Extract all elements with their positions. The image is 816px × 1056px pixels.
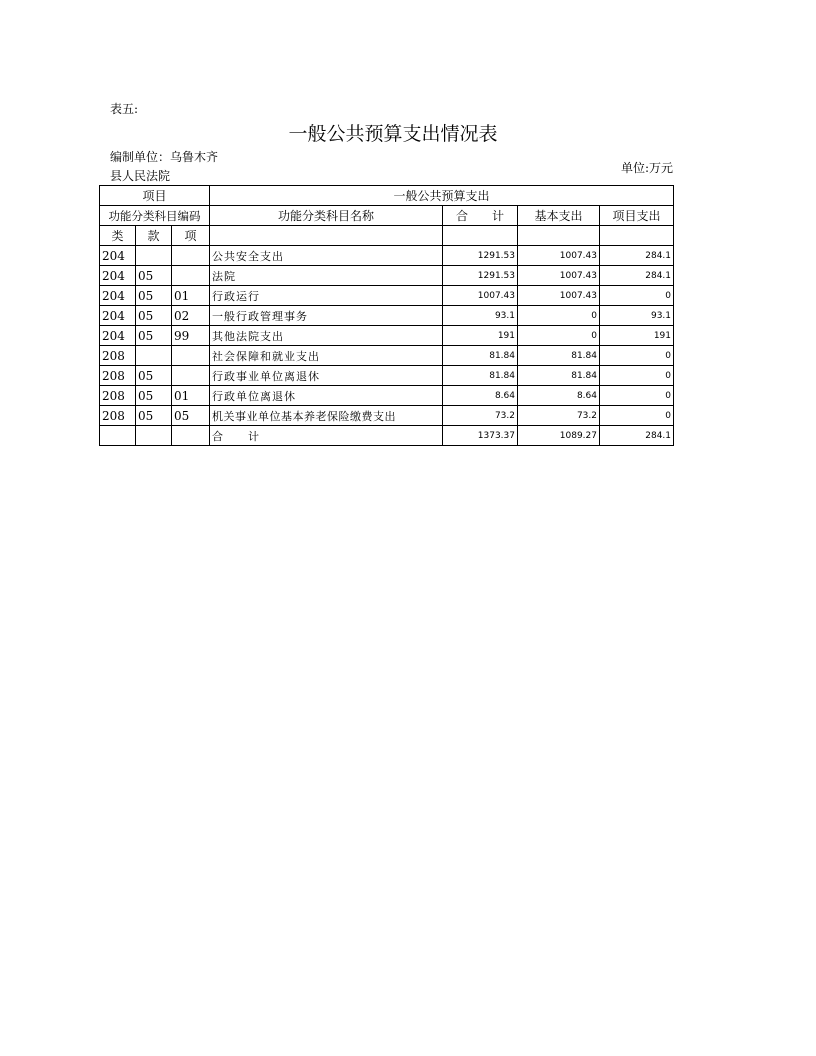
basic-cell: 81.84	[518, 366, 600, 386]
total-cell: 73.2	[443, 406, 518, 426]
xiang-cell: 99	[172, 326, 210, 346]
budget-table	[99, 185, 674, 446]
name-cell: 社会保障和就业支出	[210, 346, 443, 366]
project-cell: 0	[600, 346, 674, 366]
table-row	[100, 386, 674, 406]
header-blank	[443, 226, 518, 246]
name-cell: 法院	[210, 266, 443, 286]
header-project: 项目支出	[600, 206, 674, 226]
total-cell: 81.84	[443, 366, 518, 386]
lei-cell: 204	[100, 326, 136, 346]
total-row	[100, 426, 674, 446]
basic-cell: 73.2	[518, 406, 600, 426]
kuan-cell: 05	[136, 406, 172, 426]
table-row	[100, 246, 674, 266]
header-row-1	[100, 186, 674, 206]
project-cell: 284.1	[600, 246, 674, 266]
name-cell: 行政单位离退休	[210, 386, 443, 406]
lei-cell: 208	[100, 346, 136, 366]
grand-total-cell: 1373.37	[443, 426, 518, 446]
kuan-cell	[136, 246, 172, 266]
header-blank	[600, 226, 674, 246]
blank-cell	[136, 426, 172, 446]
header-row-3	[100, 226, 674, 246]
table-number: 表五:	[110, 102, 139, 116]
xiang-cell: 01	[172, 386, 210, 406]
lei-cell: 204	[100, 306, 136, 326]
kuan-cell: 05	[136, 366, 172, 386]
name-cell: 其他法院支出	[210, 326, 443, 346]
total-cell: 191	[443, 326, 518, 346]
basic-cell: 0	[518, 326, 600, 346]
unit-label: 单位:万元	[620, 161, 673, 175]
kuan-cell	[136, 346, 172, 366]
grand-basic-cell: 1089.27	[518, 426, 600, 446]
header-basic: 基本支出	[518, 206, 600, 226]
table-row	[100, 346, 674, 366]
lei-cell: 204	[100, 266, 136, 286]
lei-cell: 204	[100, 286, 136, 306]
total-cell: 81.84	[443, 346, 518, 366]
name-cell: 行政事业单位离退休	[210, 366, 443, 386]
header-blank	[210, 226, 443, 246]
header-func-code: 功能分类科目编码	[100, 206, 210, 226]
header-xiang: 项	[172, 226, 210, 246]
lei-cell: 204	[100, 246, 136, 266]
project-cell: 0	[600, 406, 674, 426]
xiang-cell: 01	[172, 286, 210, 306]
total-cell: 1291.53	[443, 266, 518, 286]
name-cell: 一般行政管理事务	[210, 306, 443, 326]
xiang-cell: 02	[172, 306, 210, 326]
project-cell: 0	[600, 366, 674, 386]
project-cell: 0	[600, 286, 674, 306]
lei-cell: 208	[100, 406, 136, 426]
basic-cell: 0	[518, 306, 600, 326]
basic-cell: 1007.43	[518, 286, 600, 306]
total-cell: 1007.43	[443, 286, 518, 306]
basic-cell: 1007.43	[518, 266, 600, 286]
name-cell: 机关事业单位基本养老保险缴费支出	[210, 406, 443, 426]
basic-cell: 81.84	[518, 346, 600, 366]
table-row	[100, 326, 674, 346]
basic-cell: 8.64	[518, 386, 600, 406]
header-lei: 类	[100, 226, 136, 246]
organization-label: 编制单位：乌鲁木齐县人民法院	[110, 150, 219, 183]
table-row	[100, 406, 674, 426]
total-cell: 1291.53	[443, 246, 518, 266]
total-label: 合 计	[210, 426, 443, 446]
header-item: 项目	[100, 186, 210, 206]
table-row	[100, 366, 674, 386]
header-func-name: 功能分类科目名称	[210, 206, 443, 226]
table-row	[100, 266, 674, 286]
lei-cell: 208	[100, 366, 136, 386]
project-cell: 0	[600, 386, 674, 406]
kuan-cell: 05	[136, 306, 172, 326]
xiang-cell	[172, 366, 210, 386]
xiang-cell	[172, 266, 210, 286]
lei-cell: 208	[100, 386, 136, 406]
blank-cell	[100, 426, 136, 446]
header-total: 合 计	[443, 206, 518, 226]
header-row-2	[100, 206, 674, 226]
header-kuan: 款	[136, 226, 172, 246]
kuan-cell: 05	[136, 266, 172, 286]
xiang-cell: 05	[172, 406, 210, 426]
table-row	[100, 306, 674, 326]
project-cell: 93.1	[600, 306, 674, 326]
kuan-cell: 05	[136, 326, 172, 346]
blank-cell	[172, 426, 210, 446]
table-row	[100, 286, 674, 306]
header-blank	[518, 226, 600, 246]
page-title: 一般公共预算支出情况表	[288, 123, 498, 145]
name-cell: 行政运行	[210, 286, 443, 306]
kuan-cell: 05	[136, 286, 172, 306]
header-general-budget: 一般公共预算支出	[210, 186, 674, 206]
total-cell: 93.1	[443, 306, 518, 326]
xiang-cell	[172, 246, 210, 266]
kuan-cell: 05	[136, 386, 172, 406]
name-cell: 公共安全支出	[210, 246, 443, 266]
project-cell: 191	[600, 326, 674, 346]
xiang-cell	[172, 346, 210, 366]
project-cell: 284.1	[600, 266, 674, 286]
basic-cell: 1007.43	[518, 246, 600, 266]
grand-project-cell: 284.1	[600, 426, 674, 446]
total-cell: 8.64	[443, 386, 518, 406]
